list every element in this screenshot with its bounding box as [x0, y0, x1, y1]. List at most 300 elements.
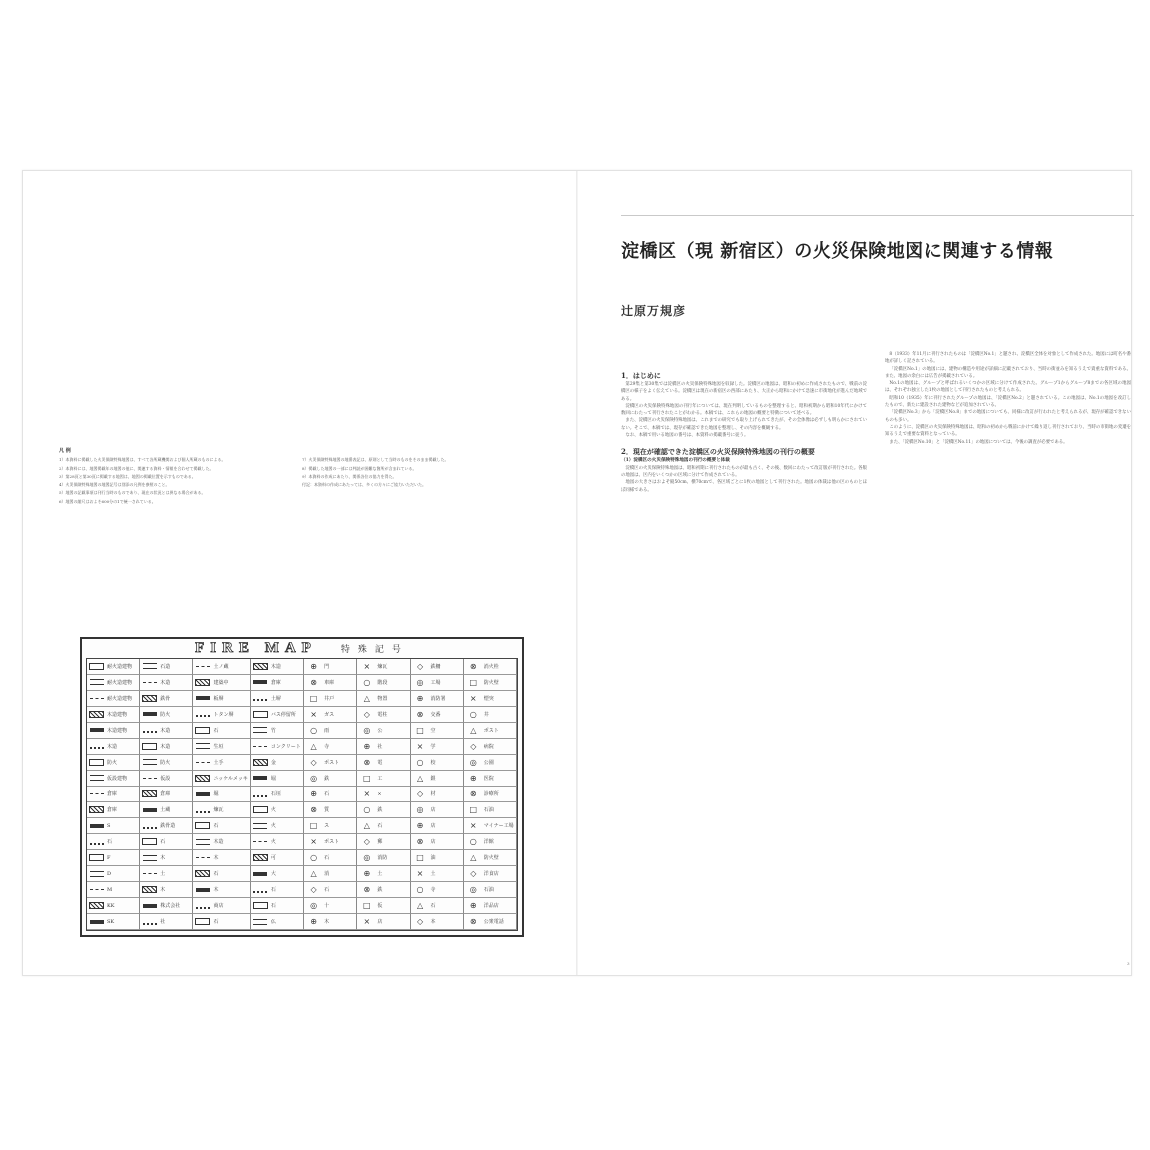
map-symbol-icon: ⊕ [469, 901, 477, 911]
map-symbol-icon: ⊕ [363, 869, 371, 879]
map-symbol-icon: ◇ [416, 661, 424, 671]
map-symbol-label: 公園 [483, 759, 494, 766]
map-symbol-label: 土手 [213, 759, 224, 766]
author-name: 辻原万規彦 [621, 304, 687, 318]
map-symbol-icon [89, 805, 104, 814]
map-symbol-icon [142, 901, 157, 910]
fire-map-cell [304, 739, 357, 755]
map-symbol-label: 石 [213, 823, 219, 830]
map-symbol-label: 石 [107, 839, 113, 846]
map-symbol-label: 石 [213, 871, 219, 878]
map-symbol-label: 鉄骨 [160, 695, 171, 702]
fire-map-cell [304, 659, 357, 675]
fire-map-cell [193, 866, 250, 882]
map-symbol-icon: △ [470, 725, 477, 735]
page-number: 3 [1127, 961, 1130, 966]
fire-map-cell [411, 898, 464, 914]
map-symbol-label: 火 [270, 823, 276, 830]
map-symbol-icon [89, 869, 104, 878]
map-symbol-icon [253, 821, 268, 830]
map-symbol-label: マイナー工場 [483, 823, 514, 830]
map-symbol-icon [89, 853, 104, 862]
map-symbol-label: 石垣 [270, 791, 281, 798]
map-symbol-icon [195, 742, 210, 751]
fire-map-cell [304, 914, 357, 930]
fire-map-cell [251, 675, 304, 691]
fire-map-cell [87, 882, 140, 898]
map-symbol-icon [195, 885, 210, 894]
map-symbol-icon: △ [363, 821, 370, 831]
fire-map-cell [411, 818, 464, 834]
map-symbol-icon [195, 774, 210, 783]
map-symbol-icon [89, 789, 104, 798]
map-symbol-label: 石 [160, 839, 166, 846]
map-symbol-icon: □ [363, 773, 371, 783]
map-symbol-label: 校 [430, 759, 436, 766]
map-symbol-label: 石油 [483, 887, 494, 894]
fire-map-cell [251, 755, 304, 771]
map-symbol-icon: △ [310, 741, 317, 751]
map-symbol-icon: ⊕ [469, 773, 477, 783]
map-symbol-icon [142, 710, 157, 719]
map-symbol-label: 公 [377, 727, 383, 734]
fire-map-cell [464, 771, 517, 787]
map-symbol-icon: ○ [416, 885, 424, 895]
map-symbol-label: 材 [430, 791, 436, 798]
map-symbol-icon: ○ [310, 853, 318, 863]
map-symbol-icon [89, 742, 104, 751]
body-paragraph: 第29集と第30集では淀橋区の火災保険特殊地図を収録した。淀橋区の地図は、昭和の初めに作成されたもので、戦前の淀橋区の様子をよく伝えている。淀橋区は現在の新宿区の西部にあたり、大正から昭和にかけて急速に市街地化が進んだ地域である。 [621, 382, 867, 402]
fire-map-cell [304, 691, 357, 707]
fire-map-cell [304, 723, 357, 739]
map-symbol-label: 店 [430, 823, 436, 830]
map-symbol-label: 火 [270, 839, 276, 846]
fire-map-cell [87, 707, 140, 723]
fire-map-cell [411, 739, 464, 755]
map-symbol-label: 石 [213, 727, 219, 734]
fire-map-cell [464, 866, 517, 882]
map-symbol-label: 土蔵 [160, 807, 171, 814]
map-symbol-icon [195, 758, 210, 767]
map-symbol-label: 木造 [107, 743, 118, 750]
map-symbol-icon [195, 821, 210, 830]
map-symbol-label: 電 [377, 759, 383, 766]
map-symbol-icon: □ [309, 693, 318, 703]
map-symbol-icon [253, 726, 268, 735]
fire-map-cell [357, 866, 410, 882]
map-symbol-label: 鉄 [324, 775, 330, 782]
page-gutter [576, 171, 578, 975]
map-symbol-icon [89, 917, 104, 926]
map-symbol-icon: ◎ [310, 901, 318, 911]
map-symbol-icon: ○ [310, 725, 318, 735]
map-symbol-icon [253, 853, 268, 862]
fire-map-cell [357, 914, 410, 930]
fire-map-cell [193, 691, 250, 707]
map-symbol-label: 生垣 [213, 743, 224, 750]
body-paragraph: 昭和10（1935）年に刊行されたグループの地図は、「淀橋区No.2」と題されている。この地図は、No.1の地図を改訂したもので、新たに建設された建物などが追加されている。 [885, 395, 1131, 409]
notes-column-left [59, 457, 284, 507]
fire-map-cell [251, 898, 304, 914]
map-symbol-icon: ⊗ [416, 709, 424, 719]
map-symbol-icon [195, 694, 210, 703]
map-symbol-label: 消防 [377, 855, 388, 862]
fire-map-cell [87, 675, 140, 691]
map-symbol-label: 土ノ蔵 [213, 663, 229, 670]
map-symbol-label: 消防署 [430, 695, 446, 702]
article-title: 淀橋区（現 新宿区）の火災保険地図に関連する情報 [621, 241, 1054, 262]
map-symbol-label: 大 [270, 871, 276, 878]
map-symbol-label: 耐火造建物 [107, 663, 133, 670]
map-symbol-label: 耐火造建物 [107, 695, 133, 702]
fire-map-cell [411, 914, 464, 930]
fire-map-cell [87, 755, 140, 771]
map-symbol-icon [89, 821, 104, 830]
map-symbol-label: 火 [270, 807, 276, 814]
map-symbol-label: 木 [160, 855, 166, 862]
map-symbol-label: 車庫 [324, 679, 335, 686]
map-symbol-icon [195, 789, 210, 798]
map-symbol-label: 油 [430, 855, 436, 862]
map-symbol-label: 交番 [430, 711, 441, 718]
map-symbol-label: 物置 [377, 695, 388, 702]
fire-map-cell [411, 771, 464, 787]
fire-map-cell [140, 739, 193, 755]
map-symbol-icon: × [363, 789, 371, 799]
map-symbol-icon: × [363, 661, 371, 671]
map-symbol-label: 商店 [213, 903, 224, 910]
fire-map-title-en: FIRE MAP [195, 639, 317, 656]
map-symbol-icon [89, 662, 104, 671]
fire-map-cell [140, 707, 193, 723]
map-symbol-icon: ⊗ [469, 789, 477, 799]
map-symbol-icon: ⊕ [416, 821, 424, 831]
fire-map-legend-figure [80, 637, 524, 937]
fire-map-cell [193, 898, 250, 914]
map-symbol-label: 木造 [213, 839, 224, 846]
text-column-2 [885, 351, 1131, 446]
fire-map-cell [87, 659, 140, 675]
map-symbol-label: 店 [430, 839, 436, 846]
map-symbol-label: 店 [430, 807, 436, 814]
map-symbol-label: 消火栓 [483, 663, 499, 670]
map-symbol-icon [253, 758, 268, 767]
fire-map-cell [193, 659, 250, 675]
map-symbol-label: 空 [430, 727, 436, 734]
fire-map-cell [357, 771, 410, 787]
fire-map-cell [357, 818, 410, 834]
map-symbol-label: 寺 [324, 743, 330, 750]
fire-map-cell [87, 898, 140, 914]
map-symbol-icon: ◎ [310, 773, 318, 783]
book-spread [22, 170, 1132, 976]
map-symbol-label: 仮 [377, 903, 383, 910]
fire-map-cell [193, 707, 250, 723]
map-symbol-label: 仮設 [160, 775, 171, 782]
map-symbol-label: 板塀 [213, 695, 224, 702]
map-symbol-label: 木造建物 [107, 727, 128, 734]
fire-map-cell [251, 707, 304, 723]
section-1-heading: 1．はじめに [621, 371, 661, 380]
map-symbol-label: 洋食店 [483, 871, 499, 878]
map-symbol-icon [142, 678, 157, 687]
map-symbol-label: KK [107, 902, 115, 909]
map-symbol-label: 倉庫 [107, 807, 118, 814]
map-symbol-icon [253, 694, 268, 703]
map-symbol-icon [195, 837, 210, 846]
fire-map-cell [304, 882, 357, 898]
fire-map-cell [464, 802, 517, 818]
fire-map-cell [411, 723, 464, 739]
map-symbol-label: トタン塀 [213, 711, 234, 718]
map-symbol-icon: ◎ [469, 757, 477, 767]
map-symbol-label: 土 [430, 871, 436, 878]
map-symbol-icon [142, 726, 157, 735]
map-symbol-label: 石造 [160, 663, 171, 670]
map-symbol-icon: ⊕ [416, 693, 424, 703]
fire-map-cell [87, 771, 140, 787]
fire-map-cell [464, 739, 517, 755]
explanatory-notes [59, 448, 527, 507]
fire-map-cell [140, 675, 193, 691]
fire-map-cell [411, 691, 464, 707]
fire-map-cell [357, 691, 410, 707]
map-symbol-label: 門 [324, 663, 330, 670]
map-symbol-label: 工 [377, 775, 383, 782]
map-symbol-label: 寺 [430, 887, 436, 894]
map-symbol-icon: ○ [363, 805, 371, 815]
fire-map-cell [193, 882, 250, 898]
map-symbol-icon [142, 694, 157, 703]
map-symbol-icon: ⊗ [363, 757, 371, 767]
map-symbol-icon [253, 710, 268, 719]
fire-map-cell [411, 755, 464, 771]
map-symbol-icon [195, 710, 210, 719]
map-symbol-icon [142, 869, 157, 878]
fire-map-cell [251, 914, 304, 930]
map-symbol-label: 石 [213, 919, 219, 926]
fire-map-cell [193, 755, 250, 771]
map-symbol-label: 井 [483, 711, 489, 718]
section-1-body [621, 381, 867, 439]
fire-map-cell [140, 755, 193, 771]
map-symbol-icon: □ [469, 677, 478, 687]
map-symbol-icon: ⊕ [363, 741, 371, 751]
fire-map-cell [304, 771, 357, 787]
section-2-subheading: （1）淀橋区の火災保険特殊地図の刊行の概要と体裁 [621, 458, 730, 464]
map-symbol-icon [89, 901, 104, 910]
fire-map-cell [464, 691, 517, 707]
fire-map-cell [411, 834, 464, 850]
fire-map-cell [304, 866, 357, 882]
map-symbol-label: 防火壁 [483, 679, 499, 686]
map-symbol-label: 金 [270, 759, 276, 766]
map-symbol-label: 鉄骨造 [160, 823, 176, 830]
map-symbol-label: 電柱 [377, 711, 388, 718]
map-symbol-icon [195, 917, 210, 926]
body-paragraph: また、淀橋区の火災保険特殊地図は、これまでの研究でも取り上げられてきたが、その全体像は必ずしも明らかにされていない。そこで、本稿では、現存が確認できた地図を整理し、その内容を概観する。 [621, 418, 867, 431]
fire-map-cell [140, 723, 193, 739]
fire-map-cell [140, 802, 193, 818]
map-symbol-icon [253, 805, 268, 814]
text-column-1 [621, 371, 867, 494]
fire-map-cell [304, 787, 357, 803]
fire-map-cell [357, 850, 410, 866]
fire-map-cell [140, 866, 193, 882]
map-symbol-icon [253, 869, 268, 878]
map-symbol-label: 株式会社 [160, 903, 181, 910]
map-symbol-label: 井戸 [324, 695, 335, 702]
fire-map-cell [357, 675, 410, 691]
fire-map-cell [464, 818, 517, 834]
map-symbol-icon [142, 805, 157, 814]
map-symbol-label: 洋品店 [483, 903, 499, 910]
map-symbol-label: M [107, 886, 113, 893]
map-symbol-label: 木造建物 [107, 711, 128, 718]
map-symbol-icon: ○ [416, 757, 424, 767]
map-symbol-label: 石 [430, 903, 436, 910]
fire-map-cell [464, 914, 517, 930]
map-symbol-icon [253, 789, 268, 798]
fire-map-cell [87, 834, 140, 850]
fire-map-cell [251, 723, 304, 739]
notes-title: 凡 例 [59, 448, 71, 454]
fire-map-cell [304, 834, 357, 850]
map-symbol-icon [195, 678, 210, 687]
map-symbol-icon [89, 694, 104, 703]
map-symbol-label: 社 [160, 919, 166, 926]
map-symbol-label: S [107, 822, 111, 829]
fire-map-cell [140, 787, 193, 803]
map-symbol-icon: ◇ [416, 789, 424, 799]
map-symbol-label: 土塀 [270, 695, 281, 702]
map-symbol-label: 石 [324, 855, 330, 862]
fire-map-cell [193, 675, 250, 691]
map-symbol-label: ニッケルメッキ [213, 775, 248, 782]
fire-map-cell [411, 850, 464, 866]
map-symbol-label: 木 [213, 887, 219, 894]
map-symbol-icon [142, 917, 157, 926]
fire-map-cell [140, 659, 193, 675]
map-symbol-icon [253, 678, 268, 687]
title-rule [621, 215, 1134, 216]
map-symbol-icon: ⊕ [310, 789, 317, 799]
map-symbol-icon: × [469, 821, 477, 831]
map-symbol-icon: ◎ [363, 853, 371, 863]
map-symbol-icon: ⊗ [310, 805, 317, 815]
map-symbol-label: ポスト [324, 759, 340, 766]
note-item: 付記：本資料の作成にあたっては、多くの方々にご協力いただいた。 [302, 482, 426, 488]
map-symbol-label: × [377, 790, 382, 797]
fire-map-cell [464, 675, 517, 691]
fire-map-cell [140, 850, 193, 866]
map-symbol-icon: ◇ [416, 917, 424, 927]
fire-map-symbol-grid [86, 658, 518, 931]
fire-map-cell [357, 787, 410, 803]
map-symbol-label: 可 [270, 855, 276, 862]
fire-map-cell [87, 787, 140, 803]
fire-map-cell [193, 914, 250, 930]
fire-map-cell [193, 850, 250, 866]
map-symbol-icon: □ [363, 901, 371, 911]
fire-map-cell [464, 898, 517, 914]
map-symbol-label: 階段 [377, 679, 388, 686]
fire-map-cell [193, 771, 250, 787]
map-symbol-label: 質 [324, 807, 330, 814]
map-symbol-label: 鉄 [377, 887, 383, 894]
fire-map-cell [357, 898, 410, 914]
map-symbol-label: 郵 [377, 839, 383, 846]
map-symbol-label: 木造 [160, 727, 171, 734]
map-symbol-icon [89, 710, 104, 719]
map-symbol-icon: × [416, 741, 424, 751]
map-symbol-label: 木 [324, 919, 330, 926]
map-symbol-icon: ⊗ [310, 677, 317, 687]
map-symbol-icon: △ [310, 869, 317, 879]
map-symbol-icon: ⊗ [469, 661, 477, 671]
fire-map-cell [304, 850, 357, 866]
fire-map-cell [251, 850, 304, 866]
map-symbol-label: ポスト [483, 727, 499, 734]
map-symbol-icon: ⊗ [416, 837, 424, 847]
map-symbol-icon [142, 774, 157, 783]
fire-map-cell [87, 691, 140, 707]
fire-map-cell [464, 834, 517, 850]
map-symbol-label: 公衆電話 [483, 919, 504, 926]
fire-map-cell [464, 707, 517, 723]
map-symbol-label: 石油 [483, 807, 494, 814]
map-symbol-icon [195, 901, 210, 910]
body-paragraph: このように、淀橋区の火災保険特殊地図は、昭和の初めから戦前にかけて繰り返し刊行されており、当時の市街地の変遷を知るうえで重要な資料となっている。 [885, 424, 1131, 438]
map-symbol-icon: × [469, 693, 477, 703]
map-symbol-icon [195, 662, 210, 671]
map-symbol-label: 石 [377, 823, 383, 830]
map-symbol-label: 工場 [430, 679, 441, 686]
map-symbol-icon: □ [469, 805, 478, 815]
fire-map-cell [87, 866, 140, 882]
fire-map-cell [87, 850, 140, 866]
fire-map-cell [357, 802, 410, 818]
map-symbol-label: 石 [324, 887, 330, 894]
map-symbol-label: 煉瓦 [213, 807, 224, 814]
map-symbol-icon: □ [416, 853, 424, 863]
map-symbol-icon [89, 837, 104, 846]
fire-map-cell [251, 802, 304, 818]
map-symbol-icon: △ [363, 693, 370, 703]
note-item: 9）本資料の作成にあたり、関係各位の協力を得た。 [302, 473, 397, 479]
body-paragraph: また、「淀橋区No.10」と「淀橋区No.11」の地図については、今後の調査が必要である。 [889, 439, 1068, 445]
map-symbol-label: 石 [270, 887, 276, 894]
map-symbol-label: コンクリート [270, 743, 301, 750]
section-2-heading: 2．現在が確認できた淀橋区の火災保険特殊地図の刊行の概要 [621, 447, 815, 457]
fire-map-cell [357, 834, 410, 850]
map-symbol-icon [253, 917, 268, 926]
map-symbol-label: 木 [160, 887, 166, 894]
fire-map-cell [464, 659, 517, 675]
map-symbol-label: 十 [324, 903, 330, 910]
fire-map-cell [193, 834, 250, 850]
fire-map-cell [357, 755, 410, 771]
note-item: 8）掲載した地図の一部には判読が困難な箇所が含まれている。 [302, 465, 417, 471]
fire-map-cell [140, 771, 193, 787]
fire-map-cell [251, 659, 304, 675]
map-symbol-label: 鉄 [377, 807, 383, 814]
map-symbol-icon: ◇ [363, 709, 370, 719]
fire-map-cell [304, 675, 357, 691]
fire-map-cell [411, 707, 464, 723]
map-symbol-label: 石 [324, 791, 330, 798]
fire-map-cell [140, 914, 193, 930]
